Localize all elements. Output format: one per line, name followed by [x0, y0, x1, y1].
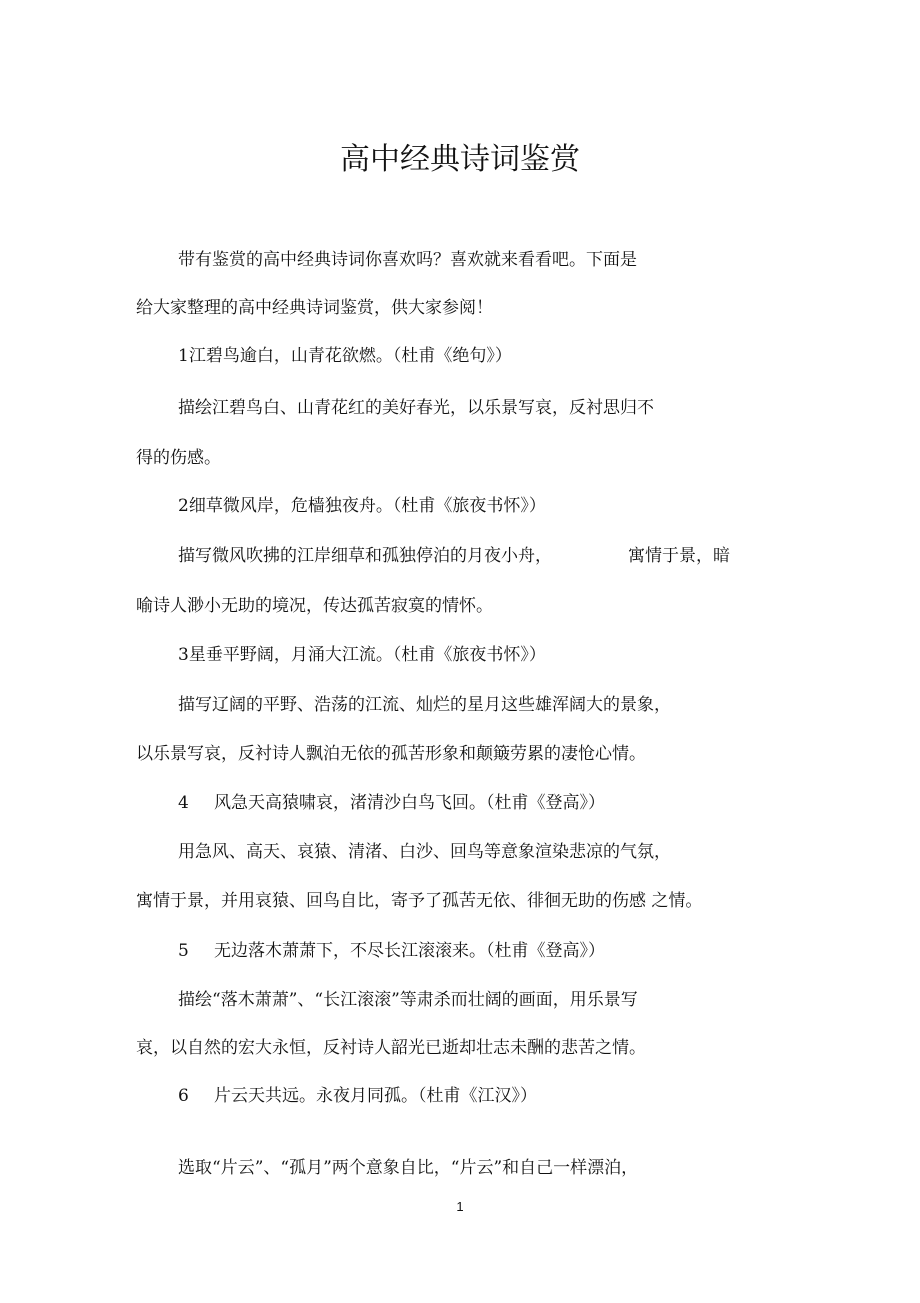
explanation-5-line-2: 哀，以自然的宏大永恒，反衬诗人韶光已逝却壮志未酬的悲苦之情。: [136, 1038, 646, 1058]
explanation-part-a: 描写微风吹拂的江岸细草和孤独停泊的月夜小舟，: [178, 546, 552, 566]
verse-3: [178, 643, 546, 667]
explanation-part-b: 寓情于景，暗: [628, 546, 730, 566]
explanation-3-line-2: 以乐景写哀，反衬诗人飘泊无依的孤苦形象和颠簸劳累的凄怆心情。: [136, 744, 646, 764]
explanation-3-line-1: 描写辽阔的平野、浩荡的江流、灿烂的星月这些雄浑阔大的景象，: [178, 695, 671, 715]
explanation-2-line-1: [178, 544, 730, 568]
verse-6: [178, 1084, 537, 1108]
verse-number: 6: [178, 1086, 189, 1106]
verse-number: 2: [178, 496, 189, 516]
verse-text: 片云天共远。永夜月同孤。（杜甫《江汉》）: [214, 1086, 537, 1106]
intro-line-2: 给大家整理的高中经典诗词鉴赏，供大家参阅！: [136, 298, 493, 318]
verse-text: 细草微风岸，危樯独夜舟。（杜甫《旅夜书怀》）: [188, 496, 546, 516]
verse-number: 3: [178, 645, 189, 665]
explanation-1-line-1: 描绘江碧鸟白、山青花红的美好春光，以乐景写哀，反衬思归不: [178, 398, 654, 418]
verse-text: 风急天高猿啸哀，渚清沙白鸟飞回。（杜甫《登高》）: [214, 793, 605, 813]
verse-number: 1: [178, 346, 189, 366]
verse-5: [178, 939, 605, 963]
explanation-4-line-1: 用急风、高天、哀猿、清渚、白沙、回鸟等意象渲染悲凉的气氛，: [178, 842, 671, 862]
page-title: 高中经典诗词鉴赏: [340, 142, 580, 177]
verse-4: [178, 791, 605, 815]
verse-text: 无边落木萧萧下，不尽长江滚滚来。（杜甫《登高》）: [214, 941, 605, 961]
explanation-5-line-1: 描绘“落木萧萧”、“长江滚滚”等肃杀而壮阔的画面，用乐景写: [178, 990, 638, 1010]
verse-text: 江碧鸟逾白，山青花欲燃。（杜甫《绝句》）: [188, 346, 512, 366]
explanation-2-line-2: 喻诗人渺小无助的境况，传达孤苦寂寞的情怀。: [136, 596, 493, 616]
verse-text: 星垂平野阔，月涌大江流。（杜甫《旅夜书怀》）: [188, 645, 546, 665]
verse-1: [178, 344, 512, 368]
explanation-6-line-1: 选取“片云”、“孤月”两个意象自比，“片云”和自己一样漂泊，: [178, 1158, 639, 1178]
intro-line-1: 带有鉴赏的高中经典诗词你喜欢吗？喜欢就来看看吧。下面是: [178, 250, 637, 270]
verse-number: 5: [178, 941, 189, 961]
verse-number: 4: [178, 793, 189, 813]
verse-2: [178, 494, 546, 518]
explanation-4-line-2: 寓情于景，并用哀猿、回鸟自比，寄予了孤苦无依、徘徊无助的伤感 之情。: [136, 891, 703, 911]
explanation-1-line-2: 得的伤感。: [136, 448, 221, 468]
page-number: 1: [456, 1199, 464, 1214]
